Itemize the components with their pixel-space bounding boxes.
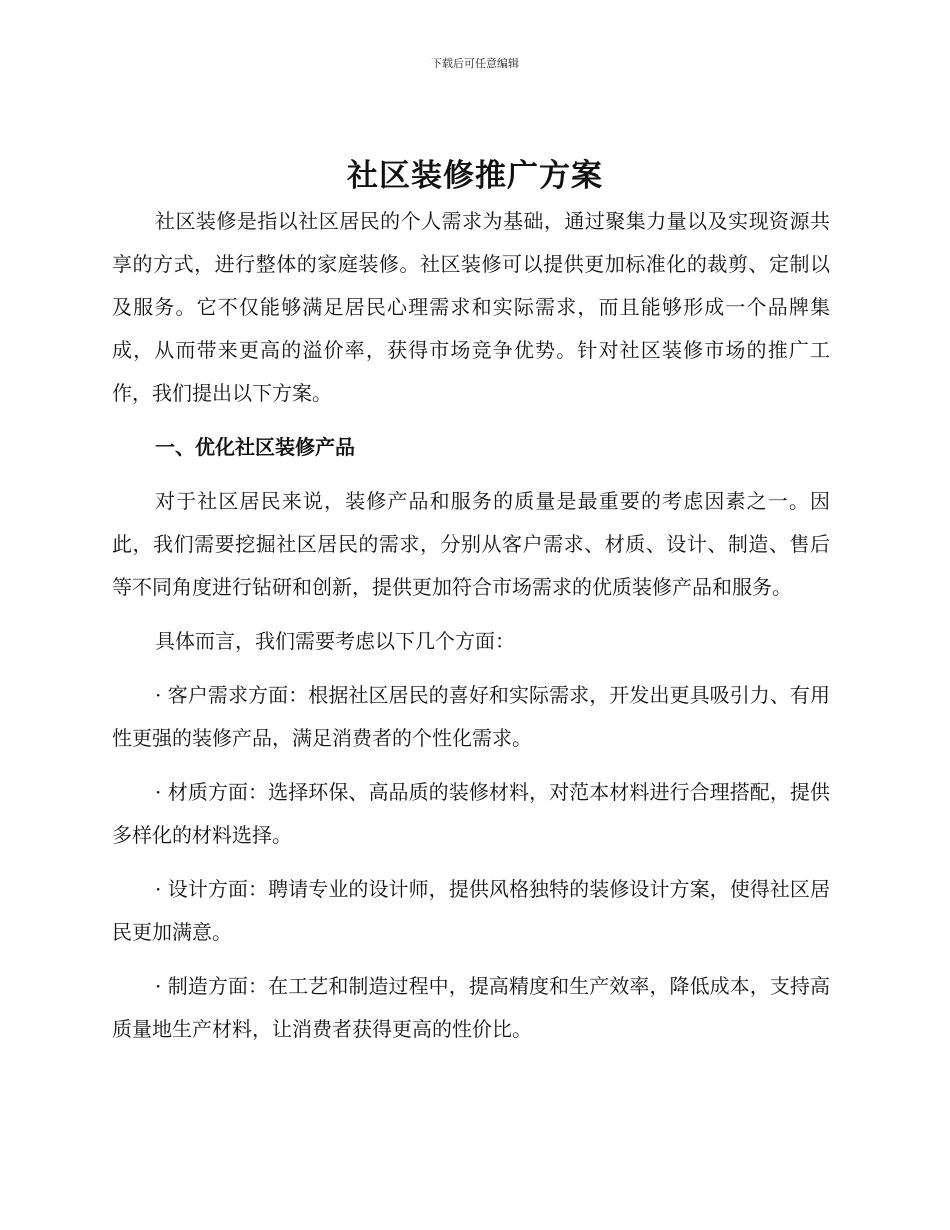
header-note: 下载后可任意编辑: [431, 57, 519, 70]
bullet-item: · 材质方面：选择环保、高品质的装修材料，对范本材料进行合理搭配，提供多样化的材料选择。: [112, 780, 830, 847]
document-title: 社区装修推广方案: [347, 158, 603, 194]
bullet-item: · 设计方面：聘请专业的设计师，提供风格独特的装修设计方案，使得社区居民更加满意。: [112, 877, 830, 944]
section-paragraph: 具体而言，我们需要考虑以下几个方面：: [155, 629, 515, 653]
bullet-item: · 制造方面：在工艺和制造过程中，提高精度和生产效率，降低成本，支持高质量地生产材料，让消费者获得更高的性价比。: [112, 974, 830, 1041]
document-body: [112, 200, 830, 1051]
bullet-item: · 客户需求方面：根据社区居民的喜好和实际需求，开发出更具吸引力、有用性更强的装修产品，满足消费者的个性化需求。: [112, 683, 830, 750]
section-paragraph: 对于社区居民来说，装修产品和服务的质量是最重要的考虑因素之一。因此，我们需要挖掘社区居民的需求，分别从客户需求、材质、设计、制造、售后等不同角度进行钻研和创新，提供更加符合市场需求的优质装修产品和服务。: [112, 489, 830, 599]
section-heading: 一、优化社区装修产品: [155, 435, 355, 459]
intro-paragraph: 社区装修是指以社区居民的个人需求为基础，通过聚集力量以及实现资源共享的方式，进行整体的家庭装修。社区装修可以提供更加标准化的裁剪、定制以及服务。它不仅能够满足居民心理需求和实际需求，而且能够形成一个品牌集成，从而带来更高的溢价率，获得市场竞争优势。针对社区装修市场的推广工作，我们提出以下方案。: [112, 209, 830, 405]
